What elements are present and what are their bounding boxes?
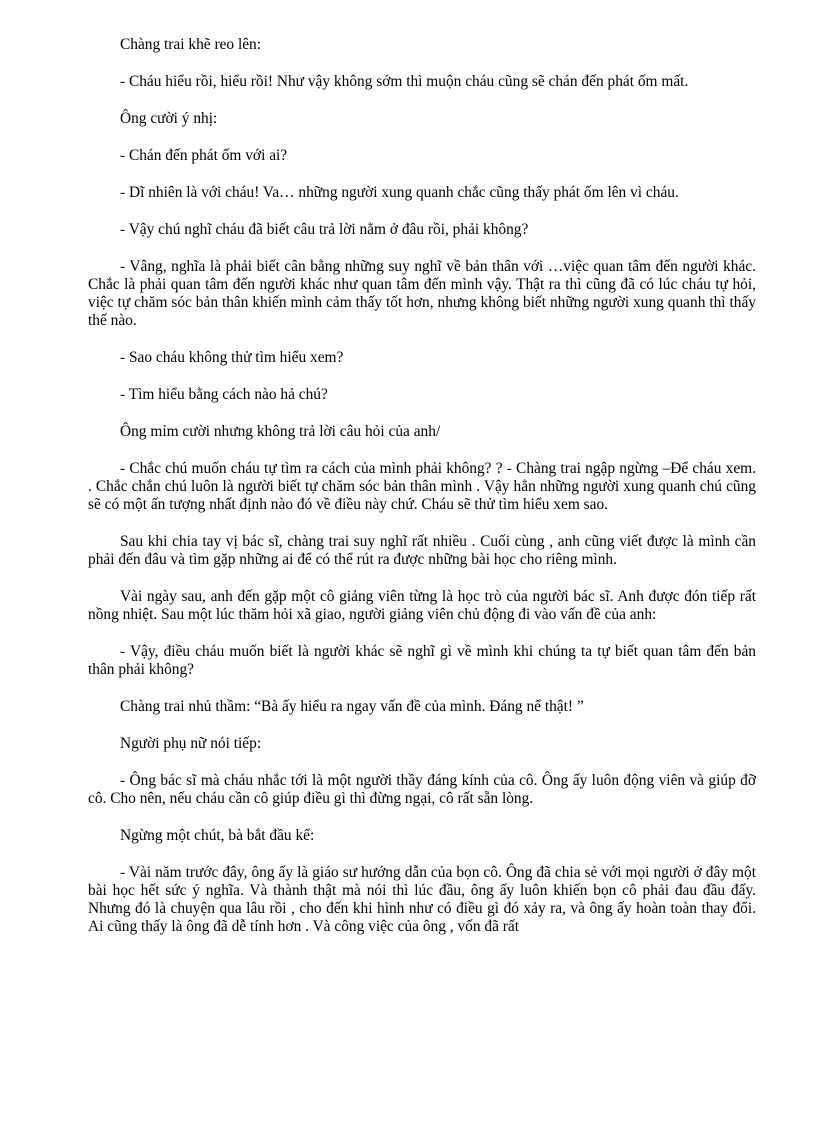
paragraph: - Chán đến phát ốm với ai? <box>120 147 288 164</box>
paragraph: Ông cười ý nhị: <box>120 110 218 127</box>
paragraph: - Chắc chú muốn cháu tự tìm ra cách của mình phải không? ? - Chàng trai ngập ngừng –Để cháu xem. . Chắc chắn chú luôn là người biết tự chăm sóc bản thân mình . Vậy hẳn những người xung quanh chú cũng sẽ có một ấn tượng nhất định nào đó về điều này chứ. Cháu sẽ thử tìm hiểu xem sao. <box>88 460 756 513</box>
paragraph: - Cháu hiểu rồi, hiểu rồi! Như vậy không sớm thì muộn cháu cũng sẽ chán đến phát ốm mất. <box>120 73 689 90</box>
paragraph: - Sao cháu không thử tìm hiểu xem? <box>120 349 344 366</box>
paragraph: Chàng trai khẽ reo lên: <box>120 36 262 53</box>
paragraph: - Vậy, điều cháu muốn biết là người khác sẽ nghĩ gì về mình khi chúng ta tự biết quan tâm đến bản thân phải không? <box>88 643 756 678</box>
paragraph: Ngừng một chút, bà bắt đầu kể: <box>120 827 315 844</box>
paragraph: Ông mỉm cười nhưng không trả lời câu hỏi của anh/ <box>120 423 441 440</box>
paragraph: Sau khi chia tay vị bác sĩ, chàng trai suy nghĩ rất nhiều . Cuối cùng , anh cũng viết được là mình cần phải đến đâu và tìm gặp những ai để có thể rút ra được những bài học cho riêng mình. <box>88 533 756 568</box>
paragraph: - Vâng, nghĩa là phải biết cân bằng những suy nghĩ về bản thân với …việc quan tâm đến người khác. Chắc là phải quan tâm đến người khác như quan tâm đến mình vậy. Thật ra thì cũng đã có lúc cháu tự hỏi, việc tự chăm sóc bản thân khiến mình cảm thấy tốt hơn, nhưng không biết những người xung quanh thì thấy thế nào. <box>88 258 756 329</box>
paragraph: Người phụ nữ nói tiếp: <box>120 735 262 752</box>
paragraph: - Ông bác sĩ mà cháu nhắc tới là một người thầy đáng kính của cô. Ông ấy luôn động viên và giúp đỡ cô. Cho nên, nếu cháu cần cô giúp điều gì thì đừng ngại, cô rất sẵn lòng. <box>88 772 756 807</box>
paragraph: Chàng trai nhủ thầm: “Bà ấy hiểu ra ngay vấn đề của mình. Đáng nể thật! ” <box>120 698 584 715</box>
paragraph: - Vậy chú nghĩ cháu đã biết câu trả lời nằm ở đâu rồi, phải không? <box>120 221 529 238</box>
paragraph: - Dĩ nhiên là với cháu! Va… những người xung quanh chắc cũng thấy phát ốm lên vì cháu. <box>120 184 679 201</box>
paragraph: Vài ngày sau, anh đến gặp một cô giảng viên từng là học trò của người bác sĩ. Anh được đón tiếp rất nồng nhiệt. Sau một lúc thăm hỏi xã giao, người giảng viên chủ động đi vào vấn đề của anh: <box>88 588 756 623</box>
paragraph: - Tìm hiểu bằng cách nào hả chú? <box>120 386 328 403</box>
paragraph: - Vài năm trước đây, ông ấy là giáo sư hướng dẫn của bọn cô. Ông đã chia sẻ với mọi người ở đây một bài học hết sức ý nghĩa. Và thành thật mà nói thì lúc đầu, ông ấy luôn khiến bọn cô phải đau đầu đấy. Nhưng đó là chuyện qua lâu rồi , cho đến khi hình như có điều gì đó xảy ra, và ông ấy hoàn toàn thay đổi. Ai cũng thấy là ông đã dễ tính hơn . Và công việc của ông , vốn đã rất <box>88 864 756 935</box>
